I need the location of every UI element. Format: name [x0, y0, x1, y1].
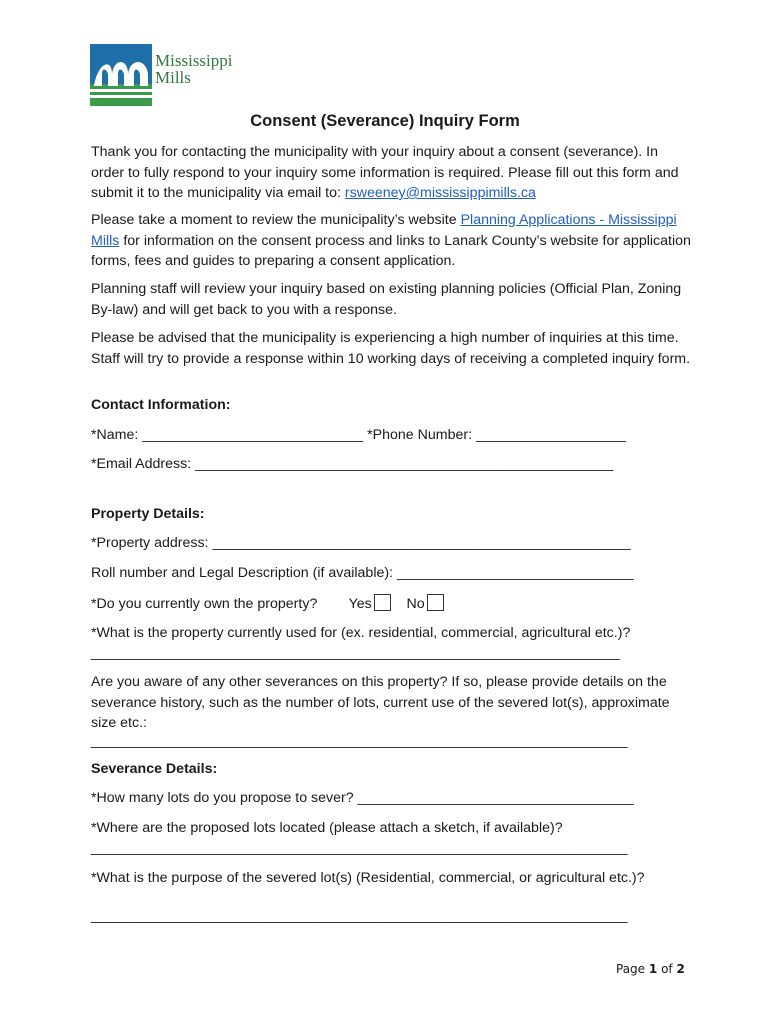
where-field[interactable]: ____________________________________________________________________	[91, 840, 628, 856]
own-row	[91, 594, 444, 612]
no-label: No	[406, 596, 425, 612]
property-heading: Property Details:	[91, 506, 205, 522]
use-label: *What is the property currently used for (ex. residential, commercial, agricultural etc.)?	[91, 625, 631, 641]
email-row	[91, 456, 613, 472]
roll-row	[91, 565, 634, 581]
planning-applications-link[interactable]: Planning Applications - Mississippi Mills	[91, 212, 677, 249]
severance-heading: Severance Details:	[91, 761, 218, 777]
advised-paragraph: Please be advised that the municipality is experiencing a high number of inquiries at this time. Staff will try to provide a response within 10 working days of receiving a completed inquiry form.	[91, 330, 691, 367]
page-title: Consent (Severance) Inquiry Form	[250, 112, 520, 130]
name-row	[91, 427, 626, 443]
email-link[interactable]: rsweeney@mississippimills.ca	[344, 185, 536, 201]
planning-paragraph: Planning staff will review your inquiry based on existing planning policies (Official Plan, Zoning By-law) and will get back to you with a response.	[91, 281, 682, 318]
name-label: *Name:	[91, 427, 139, 443]
lots-label: *How many lots do you propose to sever?	[91, 790, 354, 806]
email-field[interactable]: _____________________________________________________	[191, 456, 614, 472]
intro-text: Thank you for contacting the municipality with your inquiry about a consent (severance). In order to fully respond to your inquiry some information is required. Please fill out this form and submit it to the municipality via email to:	[91, 144, 679, 201]
yes-checkbox[interactable]	[374, 594, 391, 611]
page-current: 1	[648, 962, 658, 976]
page-total: 2	[676, 962, 685, 976]
page-word: Page	[616, 962, 646, 976]
roll-field[interactable]: ______________________________	[393, 565, 634, 581]
purpose-field[interactable]: ____________________________________________________________________	[91, 908, 628, 924]
address-row	[91, 535, 631, 551]
contact-heading: Contact Information:	[91, 397, 231, 413]
no-checkbox[interactable]	[427, 594, 444, 611]
review-text-after: for information on the consent process and links to Lanark County’s website for application forms, fees and guides to preparing a consent application.	[91, 232, 691, 269]
review-paragraph	[91, 210, 691, 272]
phone-label: *Phone Number:	[367, 427, 473, 443]
municipality-logo	[90, 44, 152, 111]
page-of: of	[661, 962, 673, 976]
other-severances-label: Are you aware of any other severances on this property? If so, please provide details on the severance history, such as the number of lots, current use of the severed lot(s), approximate size etc.:	[91, 674, 670, 731]
own-label: *Do you currently own the property?	[91, 596, 318, 612]
phone-field[interactable]: ___________________	[472, 427, 626, 443]
email-label: *Email Address:	[91, 456, 192, 472]
logo-text	[155, 52, 232, 86]
lots-field[interactable]: ___________________________________	[353, 790, 634, 806]
logo-line-1: Mississippi	[155, 51, 233, 70]
review-text-before: Please take a moment to review the municipality’s website	[91, 212, 461, 228]
page-number	[616, 962, 685, 976]
where-label: *Where are the proposed lots located (please attach a sketch, if available)?	[91, 820, 563, 836]
intro-paragraph	[91, 142, 691, 204]
roll-label: Roll number and Legal Description (if available):	[91, 565, 394, 581]
logo-line-2: Mills	[155, 68, 191, 87]
yes-label: Yes	[348, 596, 372, 612]
address-field[interactable]: _____________________________________________________	[208, 535, 631, 551]
use-field[interactable]: ___________________________________________________________________	[91, 645, 620, 661]
lots-row	[91, 790, 634, 806]
address-label: *Property address:	[91, 535, 209, 551]
other-severances-field[interactable]: ____________________________________________________________________	[91, 733, 628, 749]
name-field[interactable]: ____________________________	[138, 427, 368, 443]
purpose-label: *What is the purpose of the severed lot(s) (Residential, commercial, or agricultural etc.)?	[91, 870, 645, 886]
